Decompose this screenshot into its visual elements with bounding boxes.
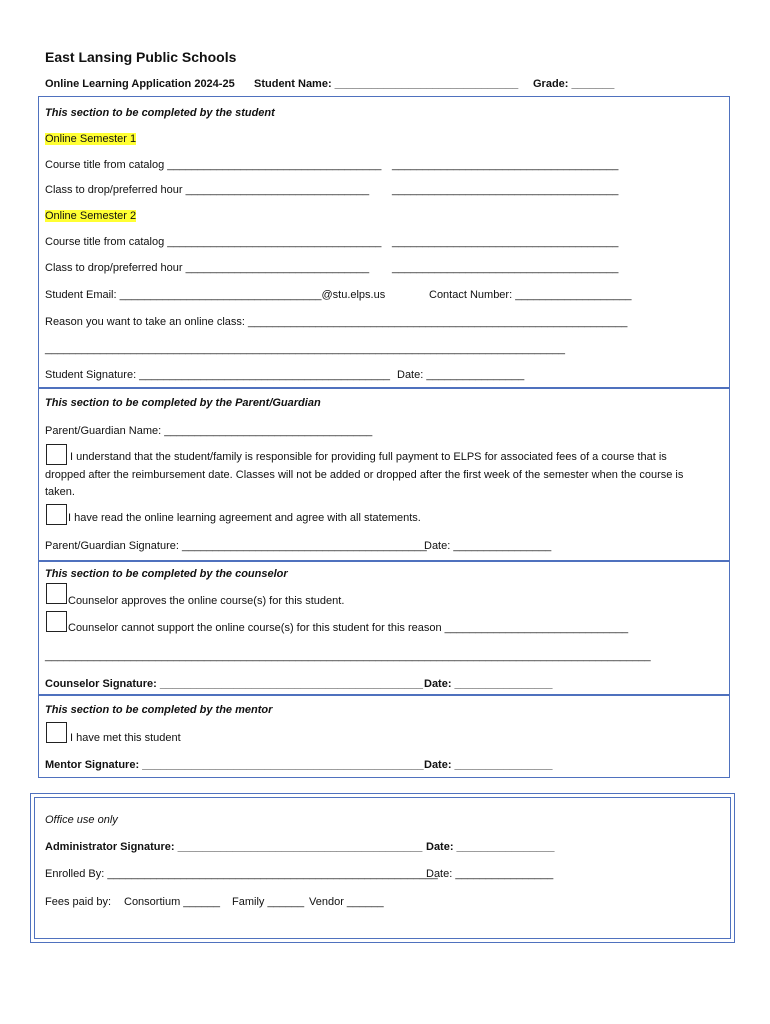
responsibility-checkbox[interactable] [46,444,67,465]
mentor-section-heading: This section to be completed by the mentor [45,704,273,716]
parent-name-field[interactable]: Parent/Guardian Name: __________________________________ [45,425,373,437]
course-title-2-field[interactable]: Course title from catalog ___________________________________ [45,236,382,248]
application-title: Online Learning Application 2024-25 [45,78,235,90]
office-section-heading: Office use only [45,814,118,826]
counselor-deny-checkbox[interactable] [46,611,67,632]
counselor-approve-text: Counselor approves the online course(s) for this student. [68,595,345,607]
reason-field[interactable]: Reason you want to take an online class: ______________________________________________________________ [45,316,628,328]
class-drop-2-extra-field[interactable]: _____________________________________ [392,262,619,274]
mentor-met-checkbox[interactable] [46,722,67,743]
parent-signature-field[interactable]: Parent/Guardian Signature: ________________________________________ [45,540,427,552]
student-signature-field[interactable]: Student Signature: _________________________________________ [45,369,391,381]
administrator-date-field[interactable]: Date: ________________ [426,841,555,853]
class-drop-1-extra-field[interactable]: _____________________________________ [392,184,619,196]
fees-consortium-field[interactable]: Consortium ______ [124,896,221,908]
reason-line-field[interactable]: _____________________________________________________________________________________ [45,343,566,355]
fees-vendor-field[interactable]: Vendor ______ [309,896,384,908]
fees-paid-label: Fees paid by: [45,896,112,908]
agreement-checkbox[interactable] [46,504,67,525]
responsibility-text-3: taken. [45,486,75,498]
student-name-field[interactable]: Student Name: ______________________________ [254,78,519,90]
semester2-label: Online Semester 2 [45,210,137,222]
semester1-label: Online Semester 1 [45,133,137,145]
class-drop-2-field[interactable]: Class to drop/preferred hour ______________________________ [45,262,370,274]
counselor-date-field[interactable]: Date: ________________ [424,678,553,690]
counselor-reason-line-field[interactable]: ___________________________________________________________________________________________________ [45,650,651,662]
administrator-signature-field[interactable]: Administrator Signature: ________________________________________ [45,841,423,853]
enrolled-by-field[interactable]: Enrolled By: ______________________________________________________ [45,868,438,880]
responsibility-text-1: I understand that the student/family is responsible for providing full payment to ELPS for associated fees of a course that is [70,451,667,463]
counselor-section-heading: This section to be completed by the counselor [45,568,288,580]
fees-family-field[interactable]: Family ______ [232,896,305,908]
class-drop-1-field[interactable]: Class to drop/preferred hour ______________________________ [45,184,370,196]
counselor-approve-checkbox[interactable] [46,583,67,604]
counselor-signature-field[interactable]: Counselor Signature: ___________________________________________ [45,678,423,690]
counselor-deny-field[interactable]: Counselor cannot support the online course(s) for this student for this reason ______________________________ [68,622,629,634]
school-title: East Lansing Public Schools [45,49,237,65]
contact-number-field[interactable]: Contact Number: ___________________ [429,289,632,301]
responsibility-text-2: dropped after the reimbursement date. Classes will not be added or dropped after the first week of the semester when the course is [45,469,684,481]
course-title-2-extra-field[interactable]: _____________________________________ [392,236,619,248]
parent-section-heading: This section to be completed by the Parent/Guardian [45,397,321,409]
mentor-date-field[interactable]: Date: ________________ [424,759,553,771]
agreement-text: I have read the online learning agreement and agree with all statements. [68,512,421,524]
course-title-1-field[interactable]: Course title from catalog ___________________________________ [45,159,382,171]
mentor-met-text: I have met this student [70,732,181,744]
grade-field[interactable]: Grade: _______ [533,78,615,90]
student-date-field[interactable]: Date: ________________ [397,369,525,381]
mentor-signature-field[interactable]: Mentor Signature: ______________________________________________ [45,759,424,771]
course-title-1-extra-field[interactable]: _____________________________________ [392,159,619,171]
parent-date-field[interactable]: Date: ________________ [424,540,552,552]
enrolled-date-field[interactable]: Date: ________________ [426,868,554,880]
student-section-heading: This section to be completed by the student [45,107,275,119]
student-email-field[interactable]: Student Email: _________________________________@stu.elps.us [45,289,386,301]
